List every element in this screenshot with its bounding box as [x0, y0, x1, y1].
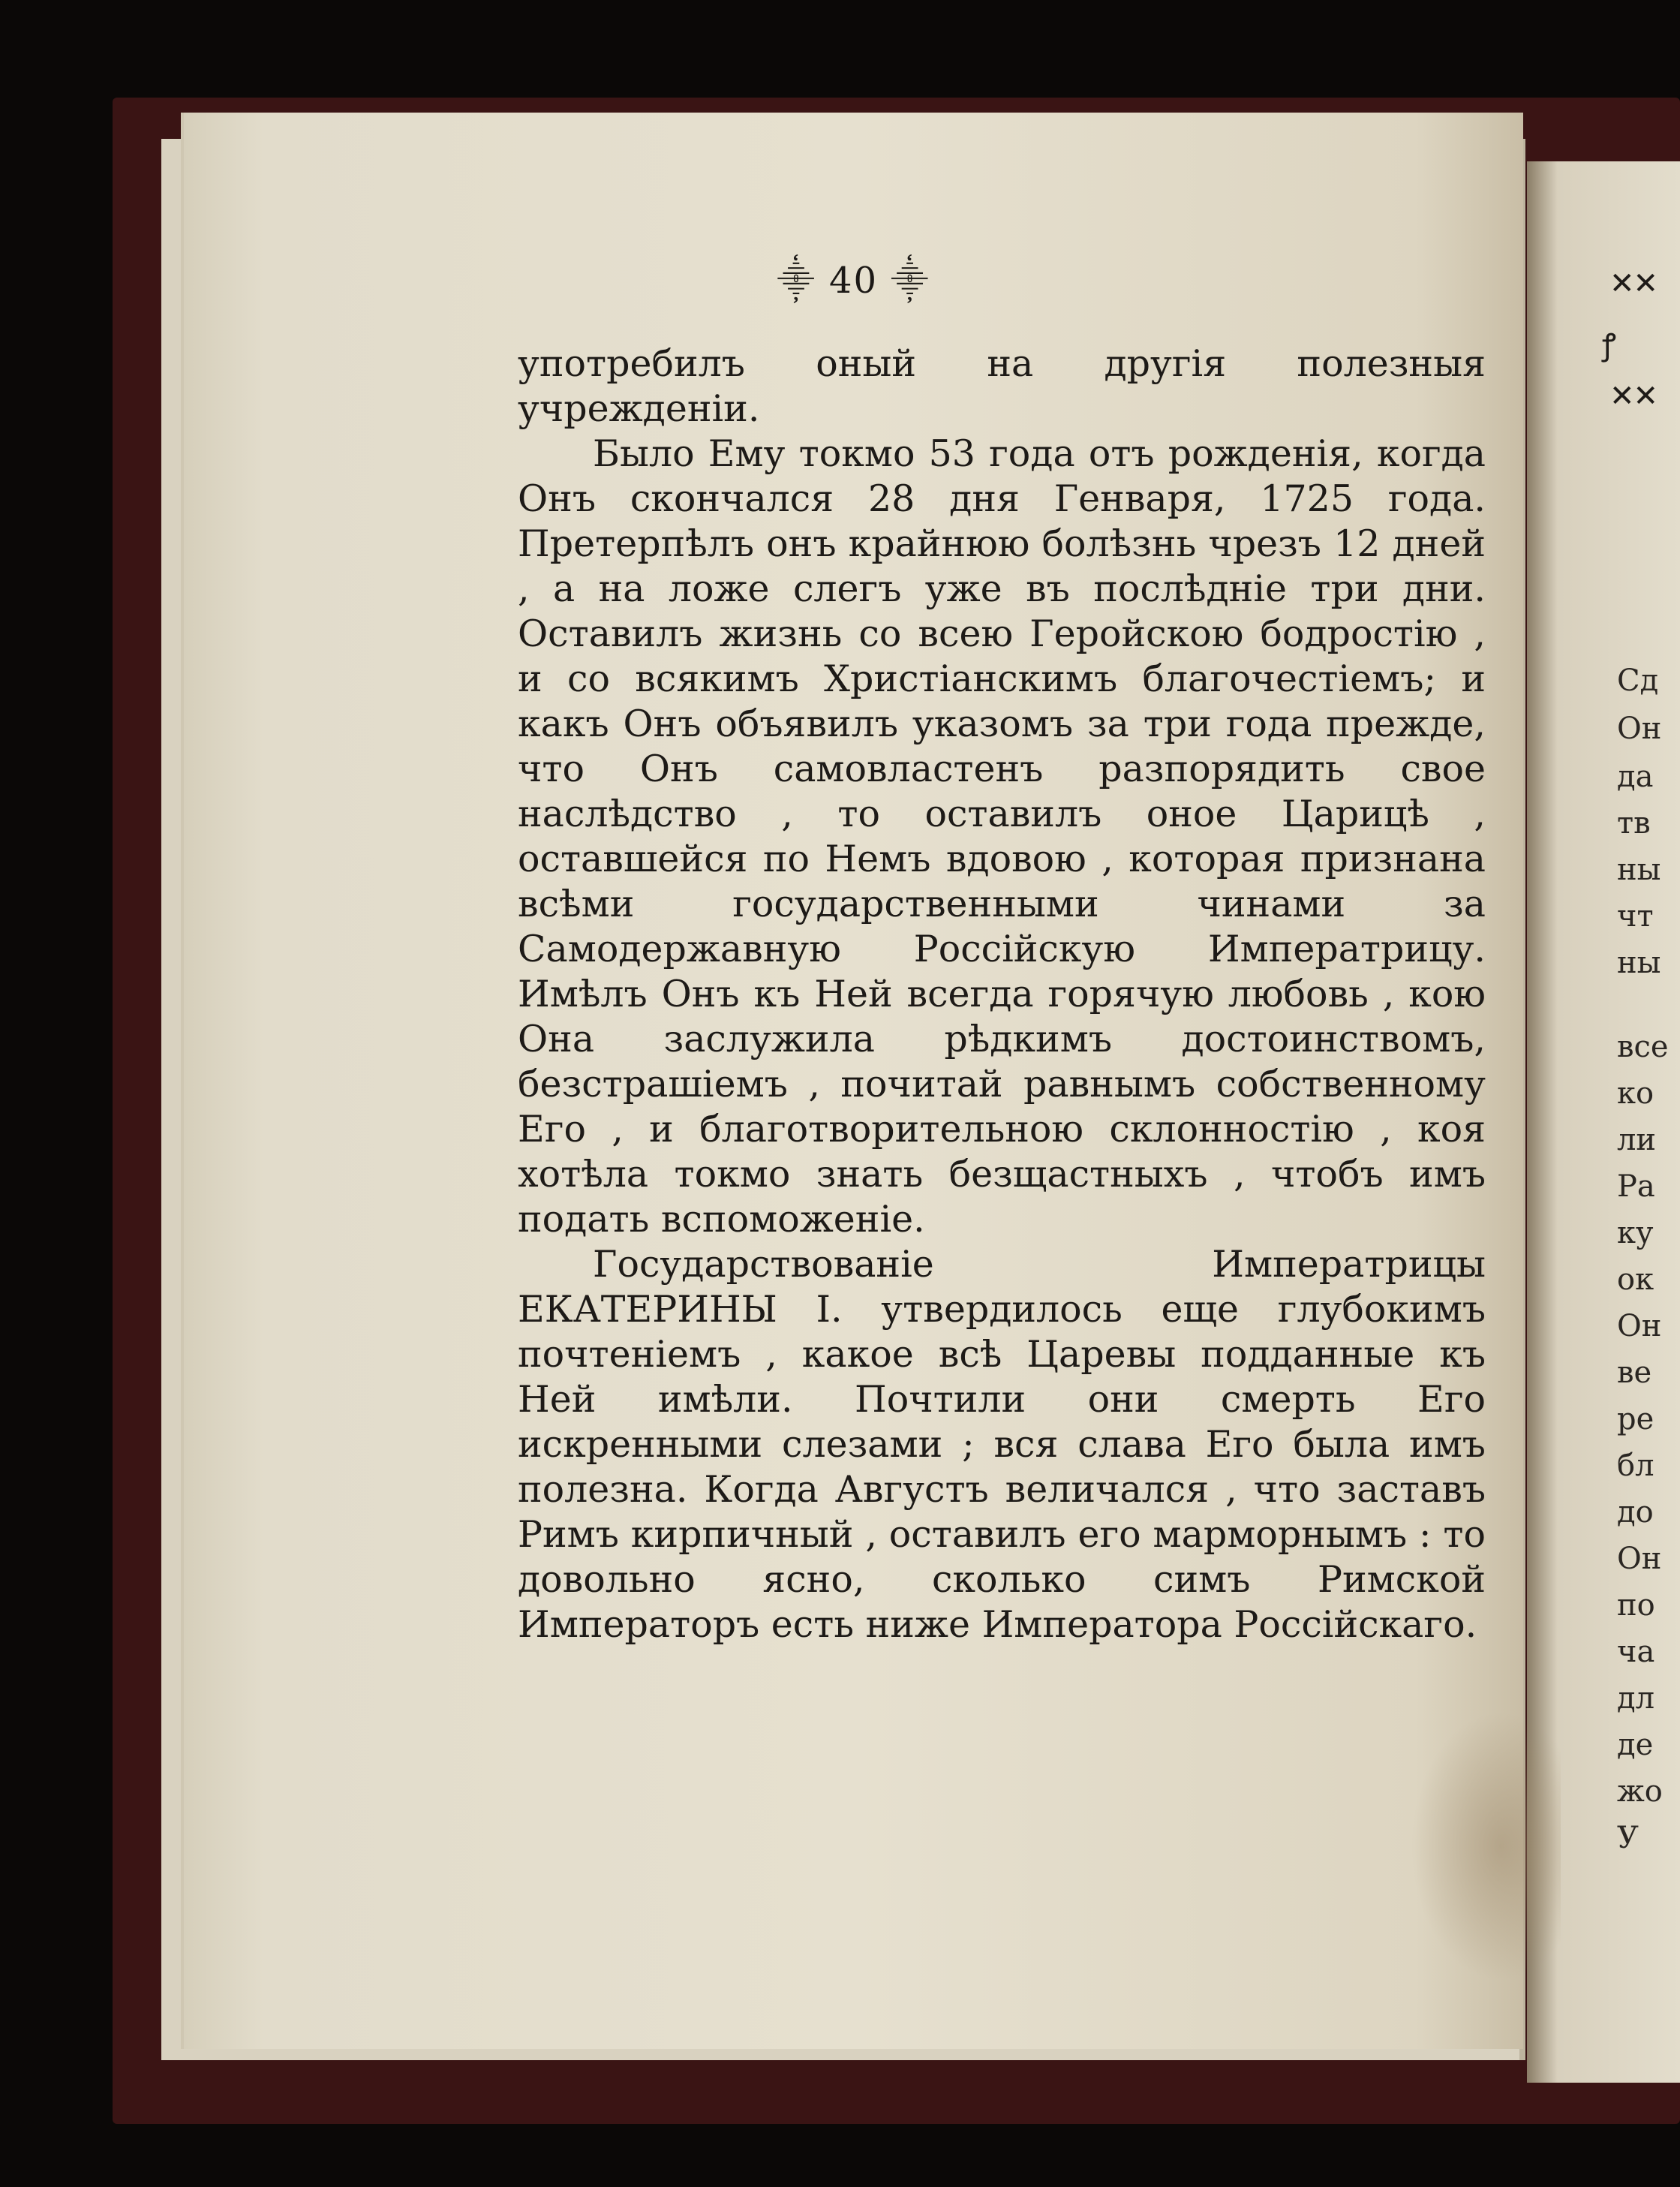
page-stain — [1411, 1711, 1561, 1981]
facing-fragment: Сд — [1617, 663, 1659, 698]
facing-fragment: ре — [1617, 1402, 1654, 1436]
facing-fragment: тв — [1617, 806, 1651, 841]
facing-fragment: Ра — [1617, 1169, 1655, 1204]
facing-fragment: да — [1617, 760, 1654, 794]
facing-fragment: до — [1617, 1495, 1654, 1530]
facing-fragment: ку — [1617, 1216, 1654, 1250]
facing-ornament-icon: ✕✕ — [1609, 379, 1657, 414]
facing-fragment: бл — [1617, 1448, 1654, 1483]
page-number: 40 — [828, 260, 879, 302]
page-header — [184, 255, 1523, 304]
facing-fragment: У — [1617, 1821, 1639, 1855]
facing-fragment: ок — [1617, 1262, 1654, 1297]
facing-fragment: ча — [1617, 1635, 1655, 1669]
facing-fragment: Он — [1617, 1542, 1662, 1576]
facing-fragment: ны — [1617, 946, 1661, 980]
facing-ornament-icon: ꝭ — [1602, 328, 1615, 362]
facing-fragment: де — [1617, 1728, 1654, 1762]
facing-fragment: ко — [1617, 1076, 1654, 1111]
facing-fragment: по — [1617, 1588, 1655, 1623]
facing-fragment: чт — [1617, 899, 1654, 934]
header-ornament-right-icon: ⸎ — [891, 260, 930, 302]
facing-ornament-icon: ✕✕ — [1609, 266, 1657, 301]
paragraph: употребилъ оный на другія полезныя учрежденіи. — [518, 342, 1486, 430]
facing-fragment: все — [1617, 1030, 1669, 1064]
facing-fragment: ли — [1617, 1123, 1657, 1157]
facing-fragment: Он — [1617, 711, 1662, 746]
paragraph: Было Ему токмо 53 года отъ рожденія, когда Онъ скончался 28 дня Генваря, 1725 года. Претерпѣлъ онъ крайнюю болѣзнь чрезъ 12 дней , а на ложе слегъ уже въ послѣдніе три дни. Оставилъ жизнь со всею Геройскою бодростію , и со всякимъ Христіанскимъ благочестіемъ; и какъ Онъ объявилъ указомъ за три года прежде, что Онъ самовластенъ разпорядить свое наслѣдство , то оставилъ оное Царицѣ , оставшейся по Немъ вдовою , которая признана всѣми государственными чинами за Самодержавную Россійскую Императрицу. Имѣлъ Онъ къ Ней всегда горячую любовь , кою Она заслужила рѣдкимъ достоинствомъ, безстрашіемъ , почитай равнымъ собственному Его , и благотворительною склонностію , коя хотѣла токмо знать безщастныхъ , чтобъ имъ подать вспоможеніе. — [518, 432, 1486, 1241]
header-ornament-left-icon: ⸎ — [777, 260, 816, 302]
facing-fragment: ве — [1617, 1355, 1652, 1390]
facing-fragment: ны — [1617, 853, 1661, 887]
facing-fragment: жо — [1617, 1774, 1663, 1809]
facing-fragment: дл — [1617, 1681, 1655, 1716]
paragraph: Государствованіе Императрицы ЕКАТЕРИНЫ I. утвердилось еще глубокимъ почтеніемъ , какое всѣ Царевы подданные къ Ней имѣли. Почтили они смерть Его искренными слезами ; вся слава Его была имъ полезна. Когда Августъ величался , что заставъ Римъ кирпичный , оставилъ его марморнымъ : то довольно ясно, сколько симъ Римской Императоръ есть ниже Императора Россійскаго. — [518, 1243, 1486, 1646]
body-text — [518, 341, 1486, 1647]
facing-fragment: Он — [1617, 1309, 1662, 1343]
